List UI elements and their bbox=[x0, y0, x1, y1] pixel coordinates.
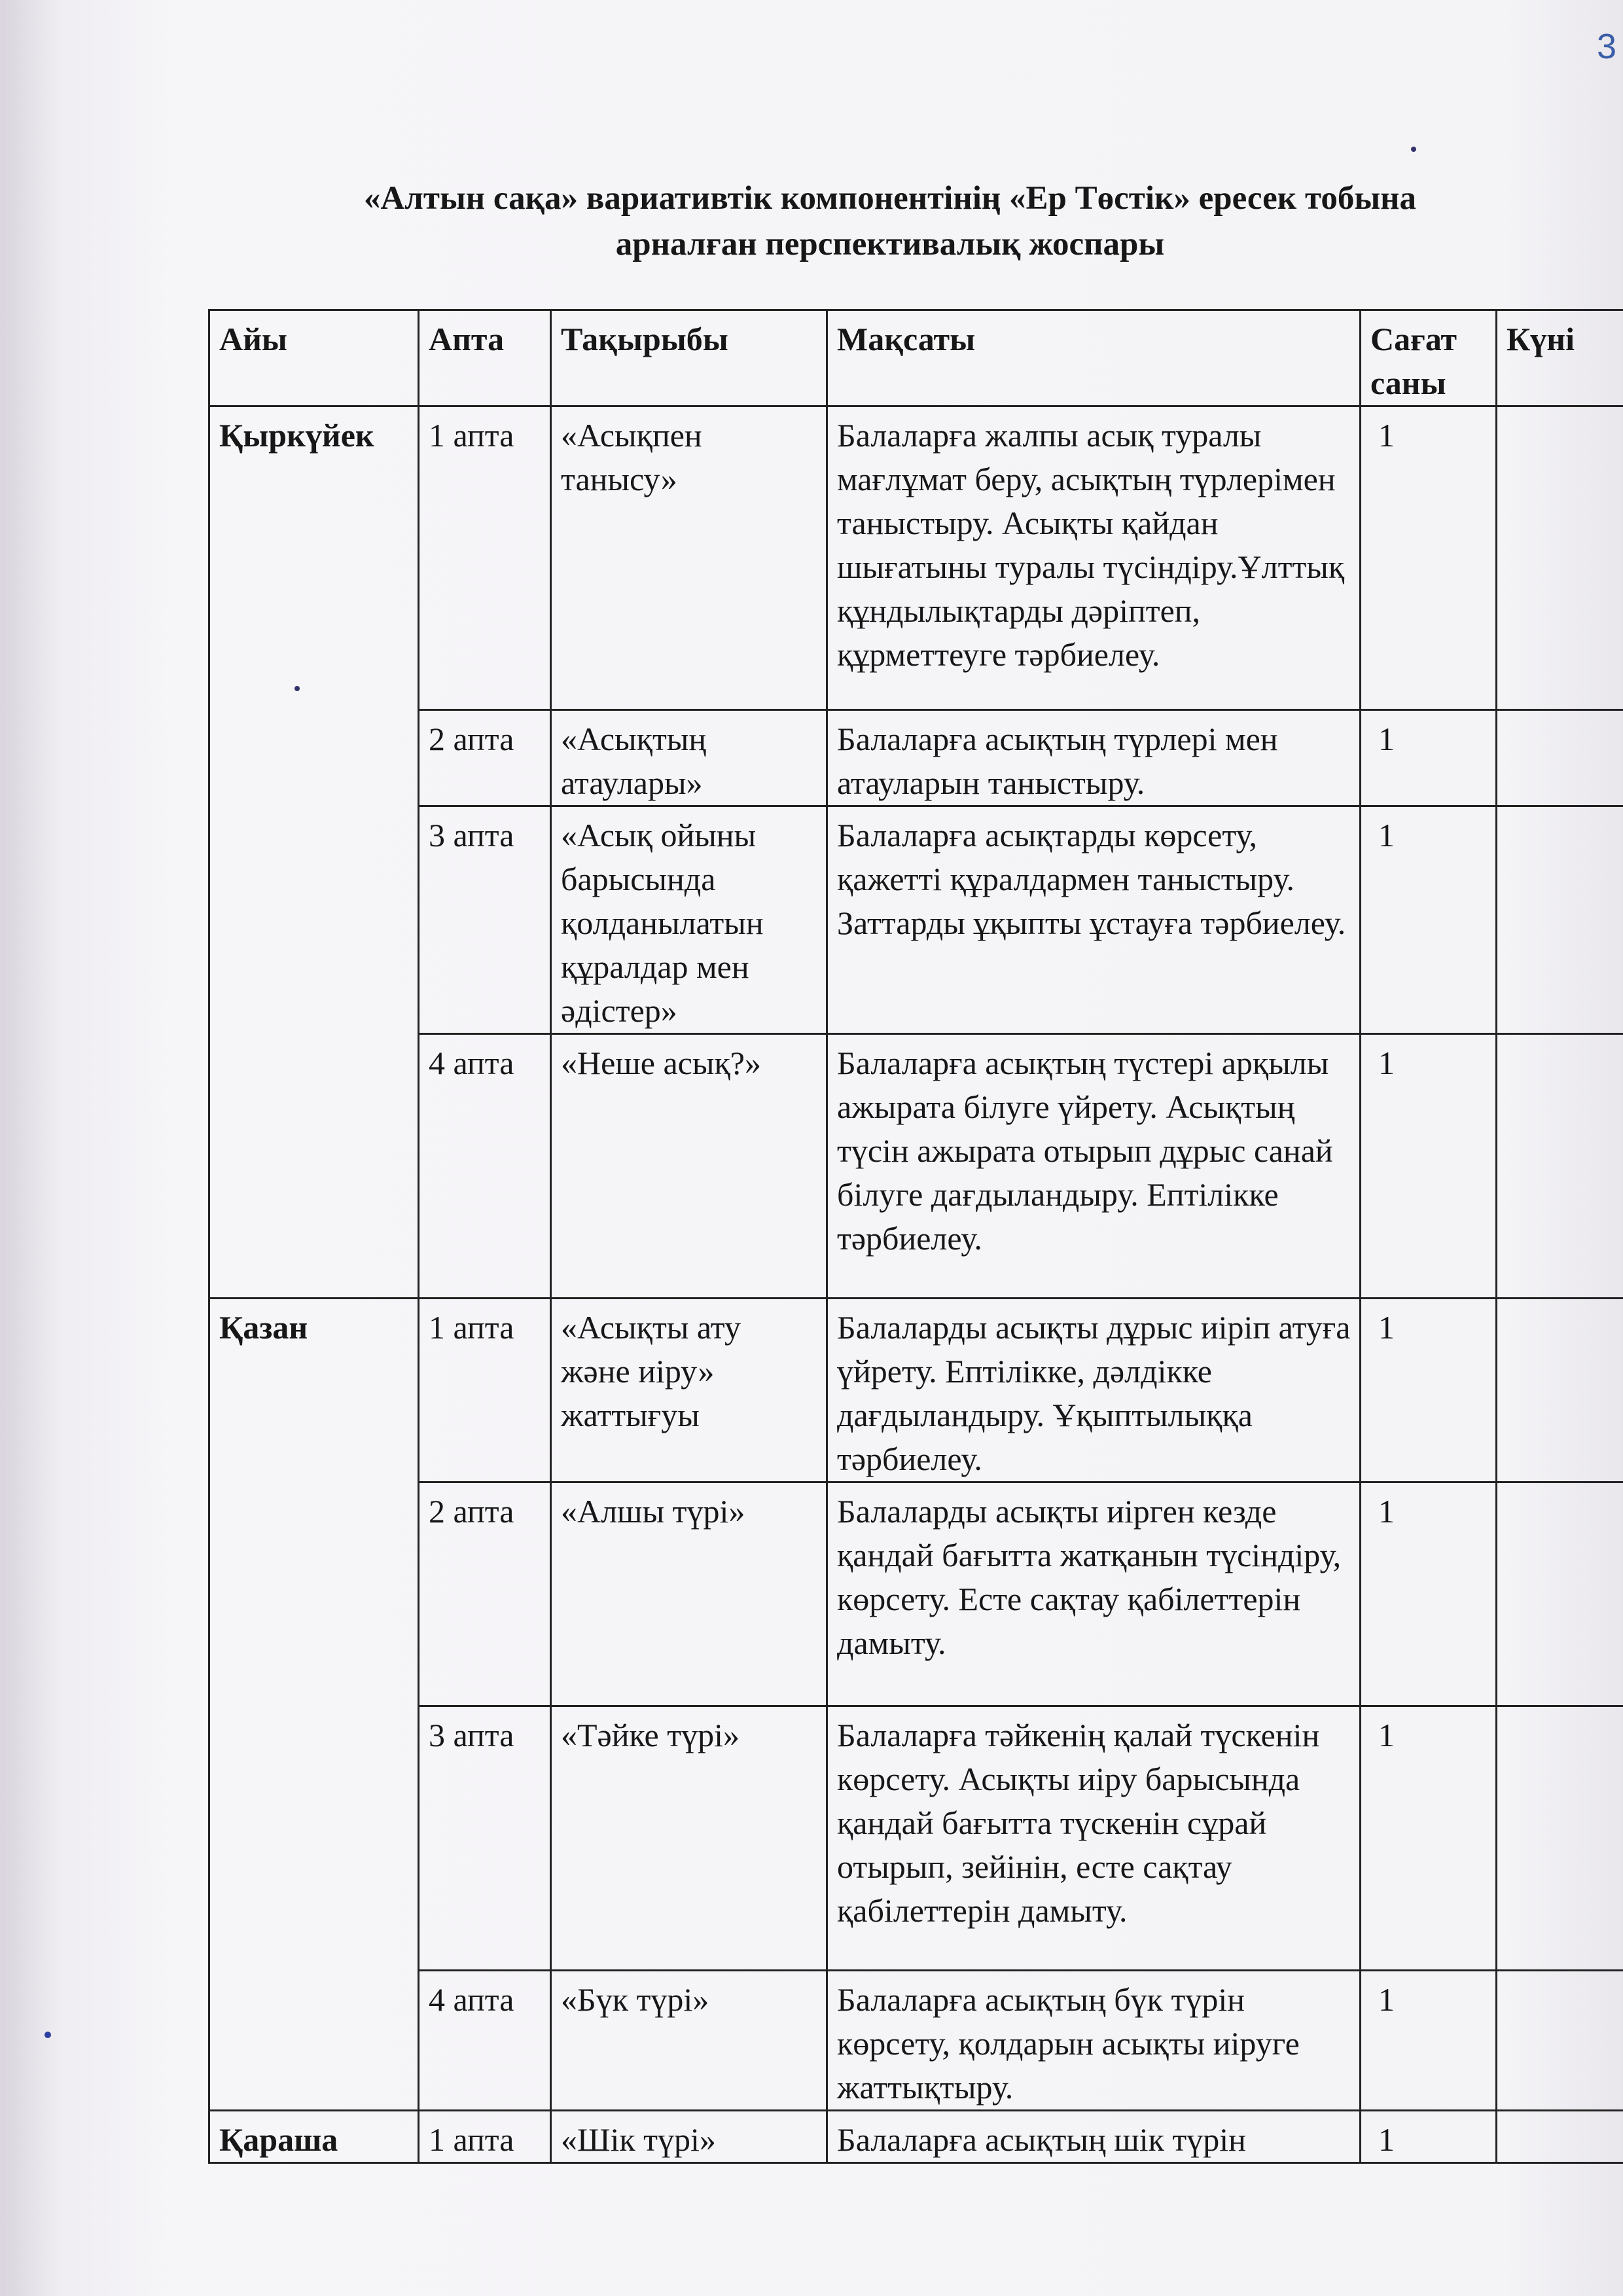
table-row bbox=[209, 1482, 1623, 1706]
header-hours: Сағат саны bbox=[1361, 310, 1497, 406]
title-line-2: арналған перспективалық жоспары bbox=[615, 226, 1165, 262]
topic-cell: «Шік түрі» bbox=[551, 2111, 827, 2163]
hours-cell: 1 bbox=[1361, 1034, 1497, 1299]
table-row bbox=[209, 710, 1623, 806]
month-cell-october: Қазан bbox=[209, 1299, 419, 2111]
scan-speck bbox=[45, 2032, 51, 2038]
goal-cell: Балаларды асықты иірген кезде қандай бағытта жатқанын түсіндіру, көрсету. Есте сақтау қабілеттерін дамыту. bbox=[827, 1482, 1361, 1706]
day-cell bbox=[1497, 406, 1623, 710]
goal-cell: Балаларға асықтың шік түрін bbox=[827, 2111, 1361, 2163]
table-row bbox=[209, 1034, 1623, 1299]
goal-cell: Балаларға асықтың түрлері мен атауларын таныстыру. bbox=[827, 710, 1361, 806]
day-cell bbox=[1497, 1706, 1623, 1971]
scan-speck bbox=[1411, 147, 1416, 152]
table-row bbox=[209, 806, 1623, 1034]
table-row bbox=[209, 1706, 1623, 1971]
topic-cell: «Асықтың атаулары» bbox=[551, 710, 827, 806]
day-cell bbox=[1497, 1482, 1623, 1706]
goal-cell: Балаларға асықтың бүк түрін көрсету, қолдарын асықты иіруге жаттықтыру. bbox=[827, 1971, 1361, 2111]
week-cell: 2 апта bbox=[419, 1482, 551, 1706]
topic-cell: «Асықты ату және иіру» жаттығуы bbox=[551, 1299, 827, 1482]
header-week: Апта bbox=[419, 310, 551, 406]
day-cell bbox=[1497, 710, 1623, 806]
week-cell: 1 апта bbox=[419, 406, 551, 710]
day-cell bbox=[1497, 1971, 1623, 2111]
day-cell bbox=[1497, 1034, 1623, 1299]
topic-cell: «Асық ойыны барысында қолданылатын құралдар мен әдістер» bbox=[551, 806, 827, 1034]
hours-cell: 1 bbox=[1361, 1971, 1497, 2111]
goal-cell: Балаларға асықтарды көрсету, қажетті құралдармен таныстыру. Заттарды ұқыпты ұстауға тәрбиелеу. bbox=[827, 806, 1361, 1034]
title-line-1: «Алтын сақа» вариативтік компонентінің «Ер Төстік» ересек тобына bbox=[363, 180, 1417, 217]
hours-cell: 1 bbox=[1361, 2111, 1497, 2163]
goal-cell: Балаларға тәйкенің қалай түскенін көрсету. Асықты иіру барысында қандай бағытта түскенін сұрай отырып, зейінін, есте сақтау қабілеттерін дамыту. bbox=[827, 1706, 1361, 1971]
document-title bbox=[209, 175, 1571, 267]
hours-cell: 1 bbox=[1361, 710, 1497, 806]
hours-cell: 1 bbox=[1361, 1299, 1497, 1482]
month-cell-november: Қараша bbox=[209, 2111, 419, 2163]
page-number: 3 bbox=[1597, 27, 1617, 66]
topic-cell: «Алшы түрі» bbox=[551, 1482, 827, 1706]
week-cell: 2 апта bbox=[419, 710, 551, 806]
table-row bbox=[209, 406, 1623, 710]
goal-cell: Балаларды асықты дұрыс иіріп атуға үйрету. Ептілікке, дәлдікке дағдыландыру. Ұқыптылыққа тәрбиелеу. bbox=[827, 1299, 1361, 1482]
week-cell: 3 апта bbox=[419, 806, 551, 1034]
header-goal: Мақсаты bbox=[827, 310, 1361, 406]
header-topic: Тақырыбы bbox=[551, 310, 827, 406]
day-cell bbox=[1497, 806, 1623, 1034]
table-row bbox=[209, 1971, 1623, 2111]
week-cell: 3 апта bbox=[419, 1706, 551, 1971]
table-row bbox=[209, 2111, 1623, 2163]
week-cell: 4 апта bbox=[419, 1971, 551, 2111]
day-cell bbox=[1497, 1299, 1623, 1482]
topic-cell: «Неше асық?» bbox=[551, 1034, 827, 1299]
day-cell bbox=[1497, 2111, 1623, 2163]
table-row bbox=[209, 1299, 1623, 1482]
hours-cell: 1 bbox=[1361, 406, 1497, 710]
hours-cell: 1 bbox=[1361, 1706, 1497, 1971]
hours-cell: 1 bbox=[1361, 1482, 1497, 1706]
goal-cell: Балаларға жалпы асық туралы мағлұмат беру, асықтың түрлерімен таныстыру. Асықты қайдан шығатыны туралы түсіндіру.Ұлттық құндылықтарды дәріптеп, құрметтеуге тәрбиелеу. bbox=[827, 406, 1361, 710]
topic-cell: «Асықпен танысу» bbox=[551, 406, 827, 710]
week-cell: 4 апта bbox=[419, 1034, 551, 1299]
scan-speck bbox=[294, 686, 300, 691]
week-cell: 1 апта bbox=[419, 2111, 551, 2163]
header-day: Күні bbox=[1497, 310, 1623, 406]
topic-cell: «Бүк түрі» bbox=[551, 1971, 827, 2111]
hours-cell: 1 bbox=[1361, 806, 1497, 1034]
perspective-plan-table bbox=[208, 309, 1623, 2164]
header-month: Айы bbox=[209, 310, 419, 406]
table-header-row bbox=[209, 310, 1623, 406]
week-cell: 1 апта bbox=[419, 1299, 551, 1482]
month-cell-september: Қыркүйек bbox=[209, 406, 419, 1299]
goal-cell: Балаларға асықтың түстері арқылы ажырата білуге үйрету. Асықтың түсін ажырата отырып дұрыс санай білуге дағдыландыру. Ептілікке тәрбиелеу. bbox=[827, 1034, 1361, 1299]
topic-cell: «Тәйке түрі» bbox=[551, 1706, 827, 1971]
